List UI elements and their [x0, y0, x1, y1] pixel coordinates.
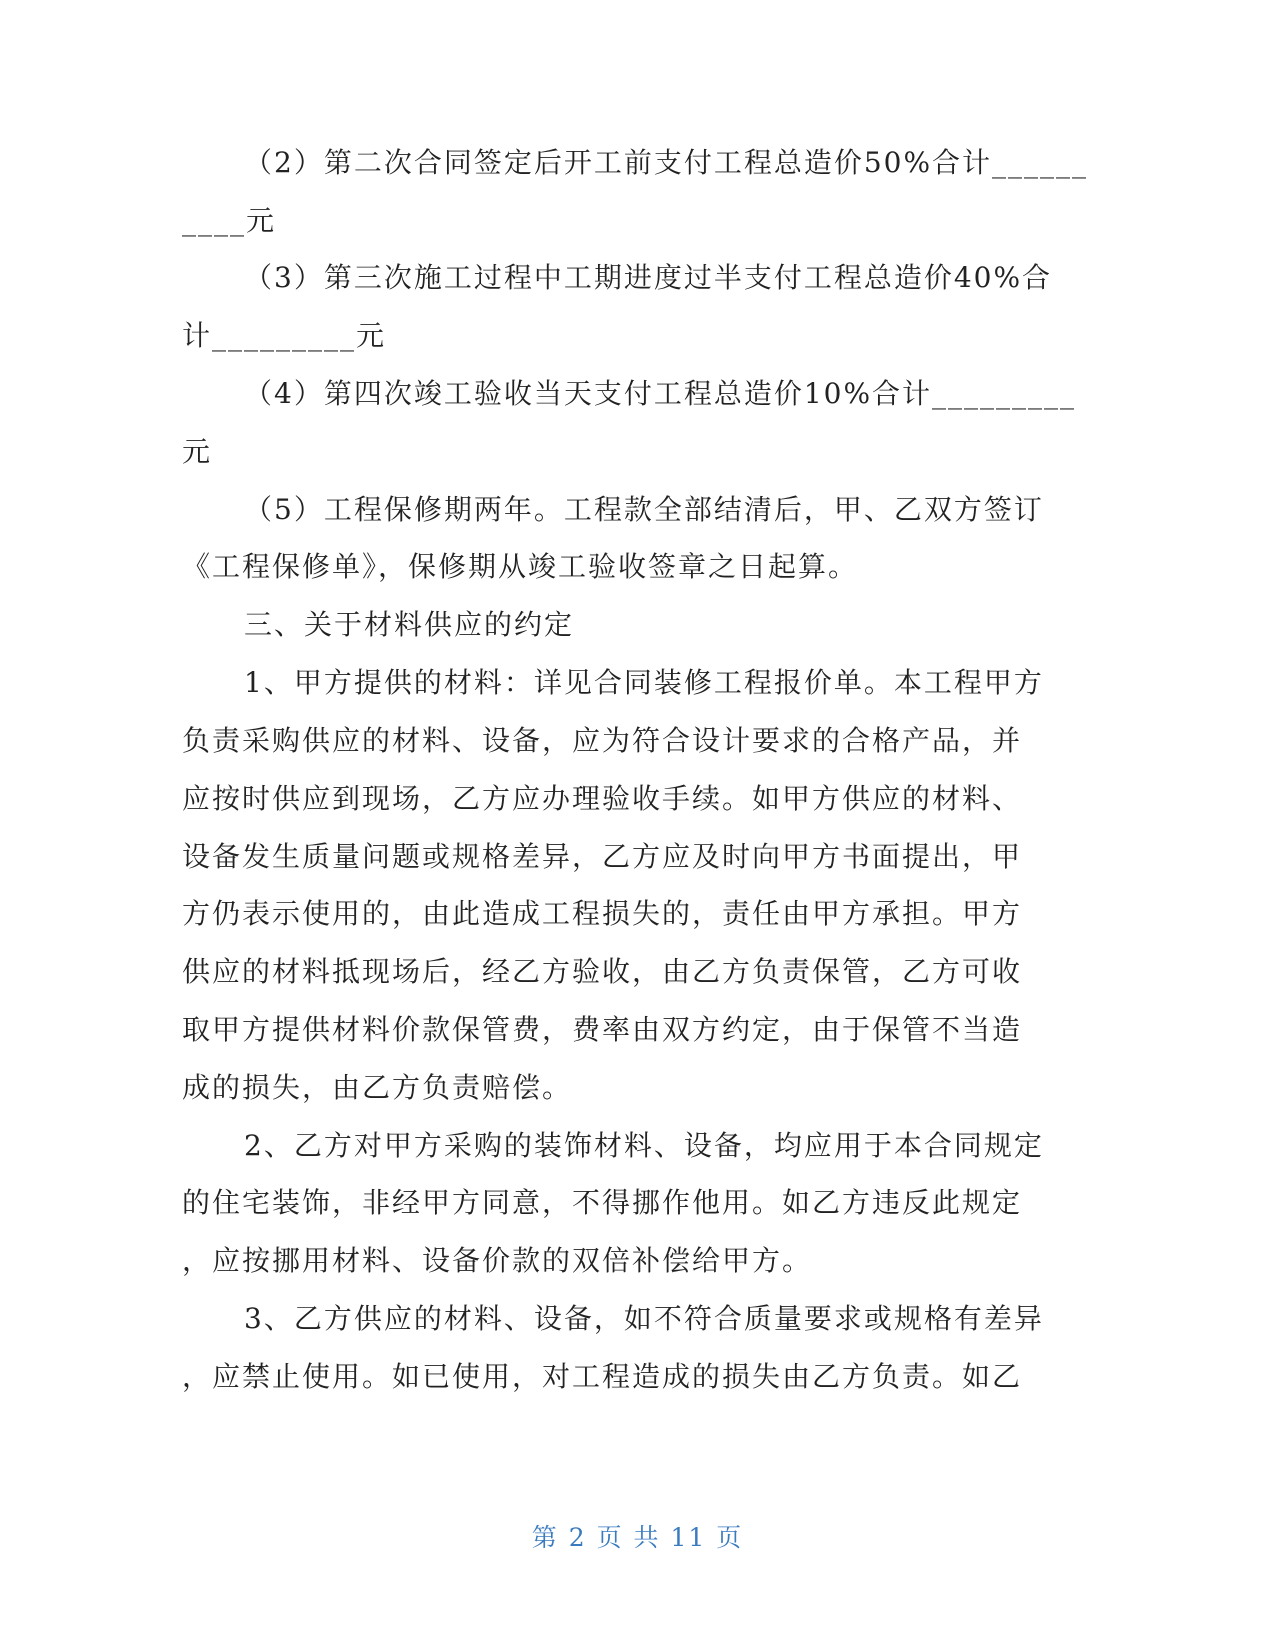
paragraph-line: 供应的材料抵现场后，经乙方验收，由乙方负责保管，乙方可收 — [182, 955, 1023, 988]
paragraph-line: ，应禁止使用。如已使用，对工程造成的损失由乙方负责。如乙 — [182, 1360, 1023, 1393]
paragraph-line: ____元 — [182, 204, 277, 237]
paragraph-line: 3、乙方供应的材料、设备，如不符合质量要求或规格有差异 — [244, 1302, 1044, 1335]
paragraph-line: 应按时供应到现场，乙方应办理验收手续。如甲方供应的材料、 — [182, 782, 1023, 815]
paragraph-line: （4）第四次竣工验收当天支付工程总造价10%合计_________ — [244, 377, 1077, 410]
paragraph-line: ，应按挪用材料、设备价款的双倍补偿给甲方。 — [182, 1244, 813, 1277]
paragraph-line: 的住宅装饰，非经甲方同意，不得挪作他用。如乙方违反此规定 — [182, 1186, 1023, 1219]
paragraph-line: （3）第三次施工过程中工期进度过半支付工程总造价40%合 — [244, 261, 1053, 294]
paragraph-line: （5）工程保修期两年。工程款全部结清后，甲、乙双方签订 — [244, 493, 1044, 526]
paragraph-line: 设备发生质量问题或规格差异，乙方应及时向甲方书面提出，甲 — [182, 840, 1023, 873]
paragraph-line: 1、甲方提供的材料：详见合同装修工程报价单。本工程甲方 — [244, 666, 1044, 699]
page-number-footer: 第 2 页 共 11 页 — [531, 1523, 744, 1552]
paragraph-line: （2）第二次合同签定后开工前支付工程总造价50%合计______ — [244, 146, 1089, 179]
paragraph-line: 计_________元 — [182, 319, 387, 352]
section-heading: 三、关于材料供应的约定 — [244, 608, 575, 641]
paragraph-line: 负责采购供应的材料、设备，应为符合设计要求的合格产品，并 — [182, 724, 1023, 757]
paragraph-line: 2、乙方对甲方采购的装饰材料、设备，均应用于本合同规定 — [244, 1129, 1044, 1162]
paragraph-line: 方仍表示使用的，由此造成工程损失的，责任由甲方承担。甲方 — [182, 897, 1023, 930]
paragraph-line: 元 — [182, 435, 213, 468]
paragraph-line: 取甲方提供材料价款保管费，费率由双方约定，由于保管不当造 — [182, 1013, 1023, 1046]
paragraph-line: 成的损失，由乙方负责赔偿。 — [182, 1071, 573, 1104]
paragraph-line: 《工程保修单》，保修期从竣工验收签章之日起算。 — [182, 550, 859, 583]
